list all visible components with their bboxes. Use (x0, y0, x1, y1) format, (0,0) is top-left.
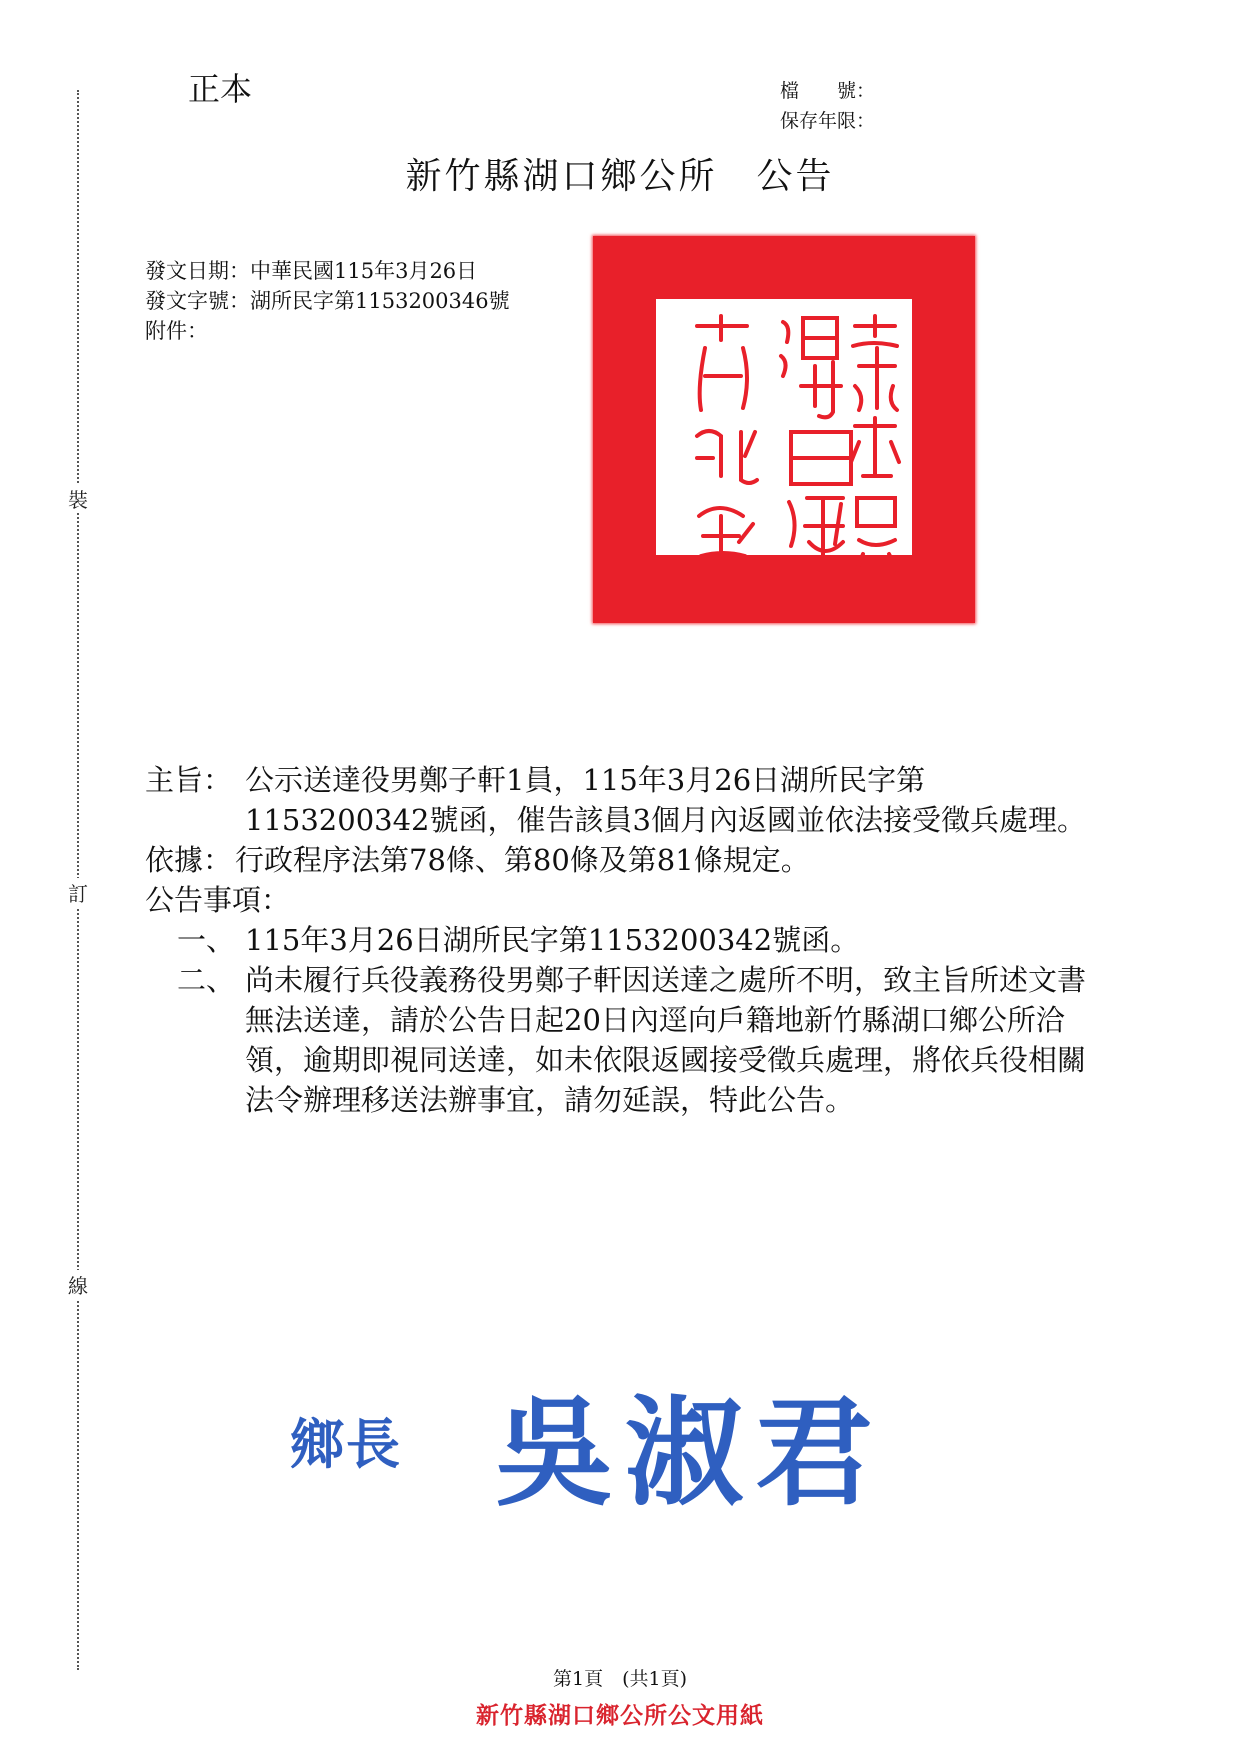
notice-item (145, 960, 1095, 1120)
binding-mark-staple: 訂 (66, 878, 90, 907)
notice-item-number: 二、 (177, 963, 236, 997)
issue-info (145, 256, 510, 346)
paper-name: 新竹縣湖口鄉公所公文用紙 (476, 1703, 764, 1729)
subject-text: 公示送達役男鄭子軒1員，115年3月26日湖所民字第1153200342號函，催告該員3個月內返國並依法接受徵兵處理。 (245, 763, 1086, 837)
subject-section (145, 760, 1095, 840)
notice-item (145, 920, 1095, 960)
copy-label: 正本 (188, 70, 253, 108)
seal-glyph-strokes (593, 236, 975, 623)
document-title: 新竹縣湖口鄉公所 公告 (405, 156, 835, 197)
mayor-signature-stamp (290, 1340, 910, 1522)
official-seal (593, 236, 975, 623)
retention-label: 保存年限： (780, 110, 876, 132)
notice-item-text: 115年3月26日湖所民字第1153200342號函。 (245, 923, 860, 957)
file-meta (780, 76, 875, 136)
basis-section (145, 840, 1095, 880)
issue-number: 發文字號：湖所民字第1153200346號 (145, 289, 510, 313)
issue-date: 發文日期：中華民國115年3月26日 (145, 259, 478, 283)
binding-mark-line: 線 (66, 1270, 90, 1299)
page-number: 第1頁 (共1頁) (552, 1668, 687, 1690)
notice-items-label: 公告事項： (145, 883, 291, 917)
basis-label: 依據： (145, 843, 233, 877)
binding-mark-bind: 裝 (66, 484, 90, 513)
signature-name: 吳淑君 (495, 1384, 886, 1522)
notice-body (145, 760, 1095, 1120)
attachment-label: 附件： (145, 319, 208, 343)
signature-title: 鄉長 (290, 1413, 402, 1476)
notice-item-number: 一、 (177, 923, 236, 957)
notice-item-text: 尚未履行兵役義務役男鄭子軒因送達之處所不明，致主旨所述文書無法送達，請於公告日起20日內逕向戶籍地新竹縣湖口鄉公所洽領，逾期即視同送達，如未依限返國接受徵兵處理，將依兵役相關法令辦理移送法辦事宜，請勿延誤，特此公告。 (245, 963, 1087, 1117)
file-number-label: 檔 號： (780, 80, 876, 102)
subject-label: 主旨： (145, 763, 233, 797)
basis-text: 行政程序法第78條、第80條及第81條規定。 (235, 843, 810, 877)
